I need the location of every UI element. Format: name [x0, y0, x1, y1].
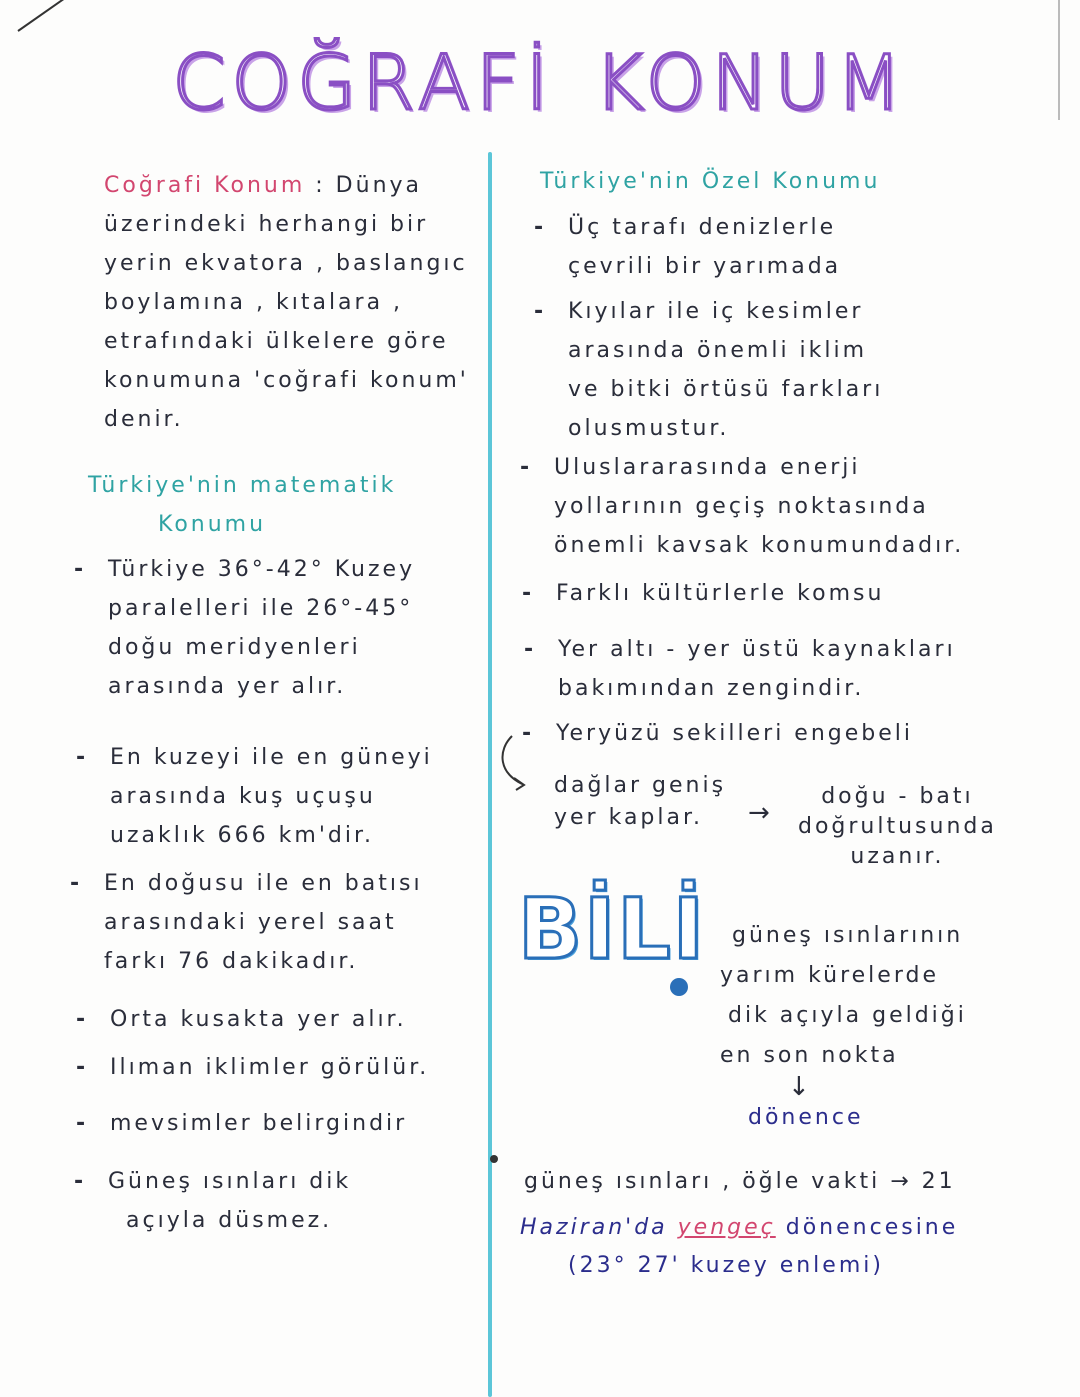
definition-line: konumuna 'coğrafi konum' [104, 368, 469, 393]
right-item: - Uluslararasında enerji yollarının geçiş noktasında önemli kavsak konumundadır. [554, 448, 964, 565]
bili-text [720, 916, 967, 1076]
mountains-line: doğrultusunda [798, 814, 997, 839]
right-item: - Farklı kültürlerle komsu [556, 574, 884, 613]
item-line: Farklı kültürlerle komsu [556, 581, 885, 606]
item-line: Güneş ısınları dik [108, 1169, 352, 1194]
item-line: Kıyılar ile iç kesimler [568, 299, 864, 324]
column-divider [488, 152, 492, 1397]
item-line: Orta kusakta yer alır. [110, 1007, 407, 1032]
right-item: - Yer altı - yer üstü kaynakları bakımından zengindir. [558, 630, 956, 708]
item-line: mevsimler belirgindir [110, 1111, 408, 1136]
item-line: Üç tarafı denizlerle [568, 215, 837, 240]
mountains-right [798, 782, 997, 872]
special-heading: Türkiye'nin Özel Konumu [540, 169, 881, 194]
item-line: arasındaki yerel saat [104, 910, 397, 935]
definition-line: üzerindeki herhangi bir [104, 212, 429, 237]
item-line: uzaklık 666 km'dir. [110, 823, 374, 848]
title-word-2: KONUM [594, 38, 908, 127]
math-heading-line: Konumu [158, 512, 267, 537]
left-item: - En kuzeyi ile en güneyi arasında kuş uçuşu uzaklık 666 km'dir. [110, 738, 433, 855]
note-line-1: güneş ısınları , öğle vakti → 21 [524, 1169, 956, 1194]
definition-line: : Dünya [315, 173, 423, 198]
item-line: En doğusu ile en batısı [104, 871, 423, 896]
item-line: doğu meridyenleri [108, 635, 361, 660]
item-line: çevrili bir yarımada [568, 254, 842, 279]
item-line: açıyla düsmez. [126, 1208, 333, 1233]
item-line: paralelleri ile 26°-45° [108, 596, 414, 621]
bili-result: dönence [748, 1105, 864, 1130]
item-line: olusmustur. [568, 416, 730, 441]
bili-line: yarım kürelerde [720, 963, 939, 988]
item-line: önemli kavsak konumundadır. [554, 533, 965, 558]
left-item: - Ilıman iklimler görülür. [110, 1048, 429, 1087]
mountains-line: dağlar geniş [554, 773, 727, 798]
left-item: - En doğusu ile en batısı arasındaki yerel saat farkı 76 dakikadır. [104, 864, 423, 981]
right-item: - Yeryüzü sekilleri engebeli [556, 714, 913, 753]
definition-block [104, 166, 469, 439]
item-line: En kuzeyi ile en güneyi [110, 745, 433, 770]
right-item: - Üç tarafı denizlerle çevrili bir yarımada [568, 208, 841, 286]
mountains-line: doğu - batı [821, 784, 974, 809]
item-line: bakımından zengindir. [558, 676, 865, 701]
item-line: arasında yer alır. [108, 674, 347, 699]
title-word-1: COĞRAFİ [172, 38, 555, 127]
item-line: Yeryüzü sekilleri engebeli [556, 721, 914, 746]
definition-line: boylamına , kıtalara , [104, 290, 404, 315]
item-line: arasında kuş uçuşu [110, 784, 376, 809]
left-item: - Orta kusakta yer alır. [110, 1000, 407, 1039]
curved-arrow-icon [494, 732, 534, 792]
bili-label: BİLİ [518, 880, 707, 978]
right-arrow-icon: → [748, 798, 770, 828]
left-item: - Güneş ısınları dik açıyla düsmez. [108, 1162, 351, 1240]
item-line: farkı 76 dakikadır. [104, 949, 359, 974]
definition-line: etrafındaki ülkelere göre [104, 329, 449, 354]
note-part: yengeç [677, 1215, 776, 1240]
bili-dot [670, 978, 688, 996]
page-title [0, 38, 1080, 127]
math-heading-line: Türkiye'nin matematik [88, 473, 397, 498]
corner-pen-mark [17, 0, 67, 32]
item-line: Uluslararasında enerji [554, 455, 861, 480]
item-line: Ilıman iklimler görülür. [110, 1055, 430, 1080]
note-part: dönencesine [785, 1215, 959, 1240]
definition-line: denir. [104, 407, 184, 432]
definition-line: yerin ekvatora , baslangıc [104, 251, 468, 276]
definition-term: Coğrafi Konum [104, 173, 306, 198]
mountains-line: uzanır. [850, 844, 945, 869]
item-line: arasında önemli iklim [568, 338, 868, 363]
note-part: Haziran'da [520, 1215, 668, 1240]
mountains-line: yer kaplar. [554, 805, 704, 830]
down-arrow-icon: ↓ [788, 1072, 810, 1102]
math-heading [88, 466, 396, 544]
note-line-3: (23° 27' kuzey enlemi) [568, 1253, 884, 1278]
mountains-left [554, 770, 726, 834]
bili-line: en son nokta [720, 1043, 899, 1068]
item-line: ve bitki örtüsü farkları [568, 377, 884, 402]
note-line-2 [520, 1208, 958, 1247]
bullet-dot [490, 1155, 498, 1163]
bili-line: güneş ısınlarının [732, 923, 964, 948]
right-item: - Kıyılar ile iç kesimler arasında önemli iklim ve bitki örtüsü farkları olusmustur. [568, 292, 883, 448]
left-item: - Türkiye 36°-42° Kuzey paralelleri ile 26°-45° doğu meridyenleri arasında yer alır. [108, 550, 415, 706]
item-line: Türkiye 36°-42° Kuzey [108, 557, 416, 582]
item-line: yollarının geçiş noktasında [554, 494, 929, 519]
item-line: Yer altı - yer üstü kaynakları [558, 637, 956, 662]
bili-line: dik açıyla geldiği [728, 1003, 967, 1028]
left-item: - mevsimler belirgindir [110, 1104, 407, 1143]
